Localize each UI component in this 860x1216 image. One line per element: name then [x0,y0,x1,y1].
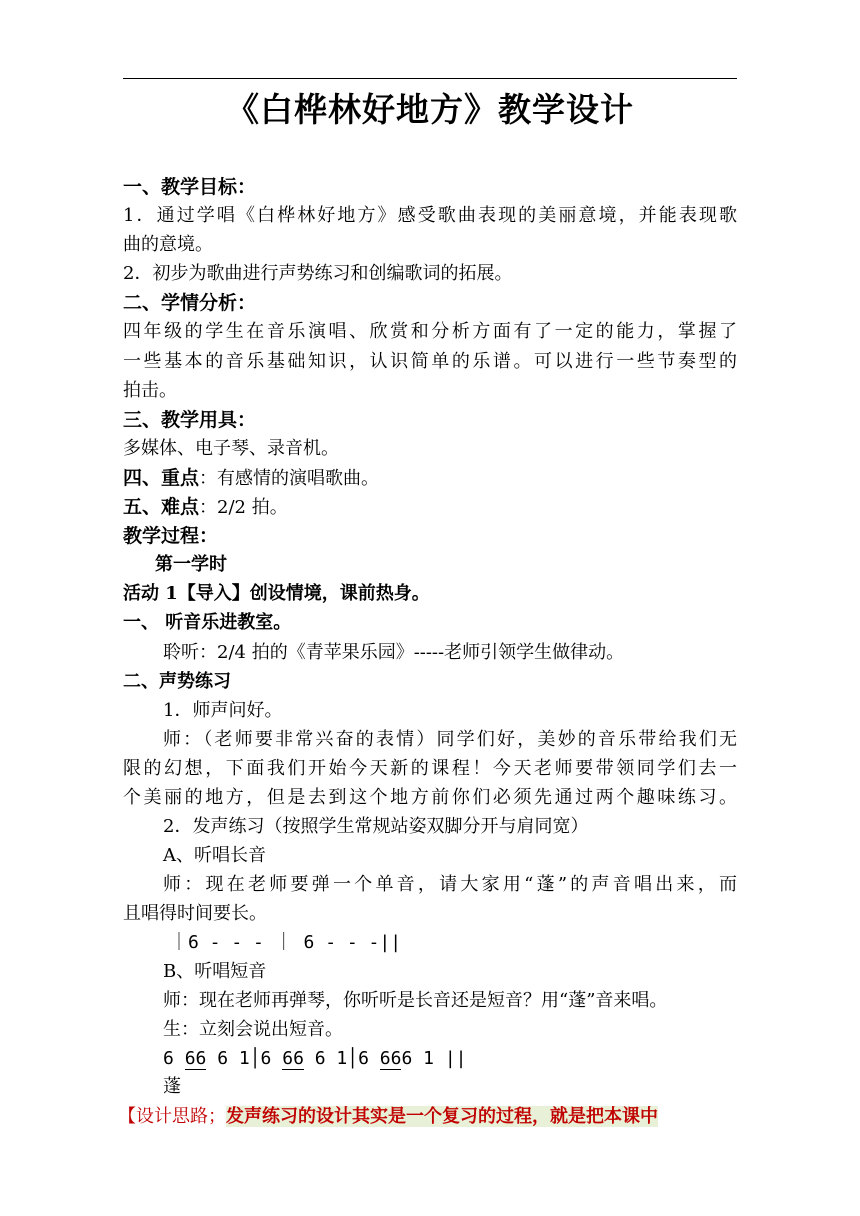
process-heading: 教学过程： [123,525,219,547]
design-note-line [118,1102,732,1132]
lyric-syllable: 蓬 [163,1076,181,1097]
subitem-a-line-2: 且唱得时间要长。 [123,903,267,924]
notation-underline-2: 66 [282,1048,304,1069]
part-1-text: 聆听：2/4 拍的《青苹果乐园》-----老师引领学生做律动。 [163,642,625,663]
notation-underline-1: 66 [184,1048,207,1069]
header-rule [123,78,737,79]
goal-line-3: 2．初步为歌曲进行声势练习和创编歌词的拓展。 [123,263,513,284]
section-heading-analysis: 二、学情分析： [123,292,257,314]
long-note-notation: ｜6 - - - ｜ 6 - - -|| [170,932,402,953]
short-note-notation: 6 66 6 1│6 66 6 1│6 666 1 || [163,1048,467,1069]
section-heading-goals: 一、教学目标： [123,176,257,198]
item-1-label: 1．师声问好。 [163,700,283,721]
part-1-heading: 一、 听音乐进教室。 [123,612,292,633]
analysis-line-2: 一些基本的音乐基础知识，认识简单的乐谱。可以进行一些节奏型的 [123,351,737,372]
greeting-line-3: 个美丽的地方，但是去到这个地方前你们必须先通过两个趣味练习。 [123,787,737,808]
difficulty-line [123,492,737,522]
greeting-line-1: 师：（老师要非常兴奋的表情）同学们好，美妙的音乐带给我们无 [163,729,737,750]
section-heading-tools: 三、教学用具： [123,409,257,431]
period-label: 第一学时 [155,554,227,575]
goal-line-2: 曲的意境。 [123,234,213,255]
analysis-line-3: 拍击。 [123,380,177,401]
goal-line-1: 1．通过学唱《白桦林好地方》感受歌曲表现的美丽意境，并能表现歌 [123,205,737,226]
key-point-line [123,463,737,493]
greeting-line-2: 限的幻想，下面我们开始今天新的课程！今天老师要带领同学们去一 [123,758,737,779]
subitem-a-label: A、听唱长音 [163,845,266,866]
difficulty-label: 五、难点 [123,496,200,518]
difficulty-text: ：2/2 拍。 [199,497,288,518]
subitem-a-line-1: 师：现在老师要弹一个单音，请大家用“蓬”的声音唱出来，而 [163,874,737,895]
analysis-line-1: 四年级的学生在音乐演唱、欣赏和分析方面有了一定的能力，掌握了 [123,321,737,342]
subitem-b-line-2: 生：立刻会说出短音。 [163,1019,343,1040]
tools-line: 多媒体、电子琴、录音机。 [123,438,339,459]
subitem-b-label: B、听唱短音 [163,961,267,982]
notation-underline-3: 66 [379,1048,402,1069]
page-title: 《白桦林好地方》教学设计 [226,90,634,129]
key-point-text: ：有感情的演唱歌曲。 [199,468,380,489]
item-2-label: 2．发声练习（按照学生常规站姿双脚分开与肩同宽） [163,816,589,837]
design-note-label: 【设计思路； [118,1106,226,1127]
activity-1-heading: 活动 1【导入】创设情境，课前热身。 [123,583,430,604]
key-point-label: 四、重点 [123,467,200,489]
design-note-highlight: 发声练习的设计其实是一个复习的过程，就是把本课中 [226,1106,658,1127]
subitem-b-line-1: 师：现在老师再弹琴，你听听是长音还是短音？用“蓬”音来唱。 [163,990,668,1011]
part-2-heading: 二、声势练习 [123,671,231,692]
